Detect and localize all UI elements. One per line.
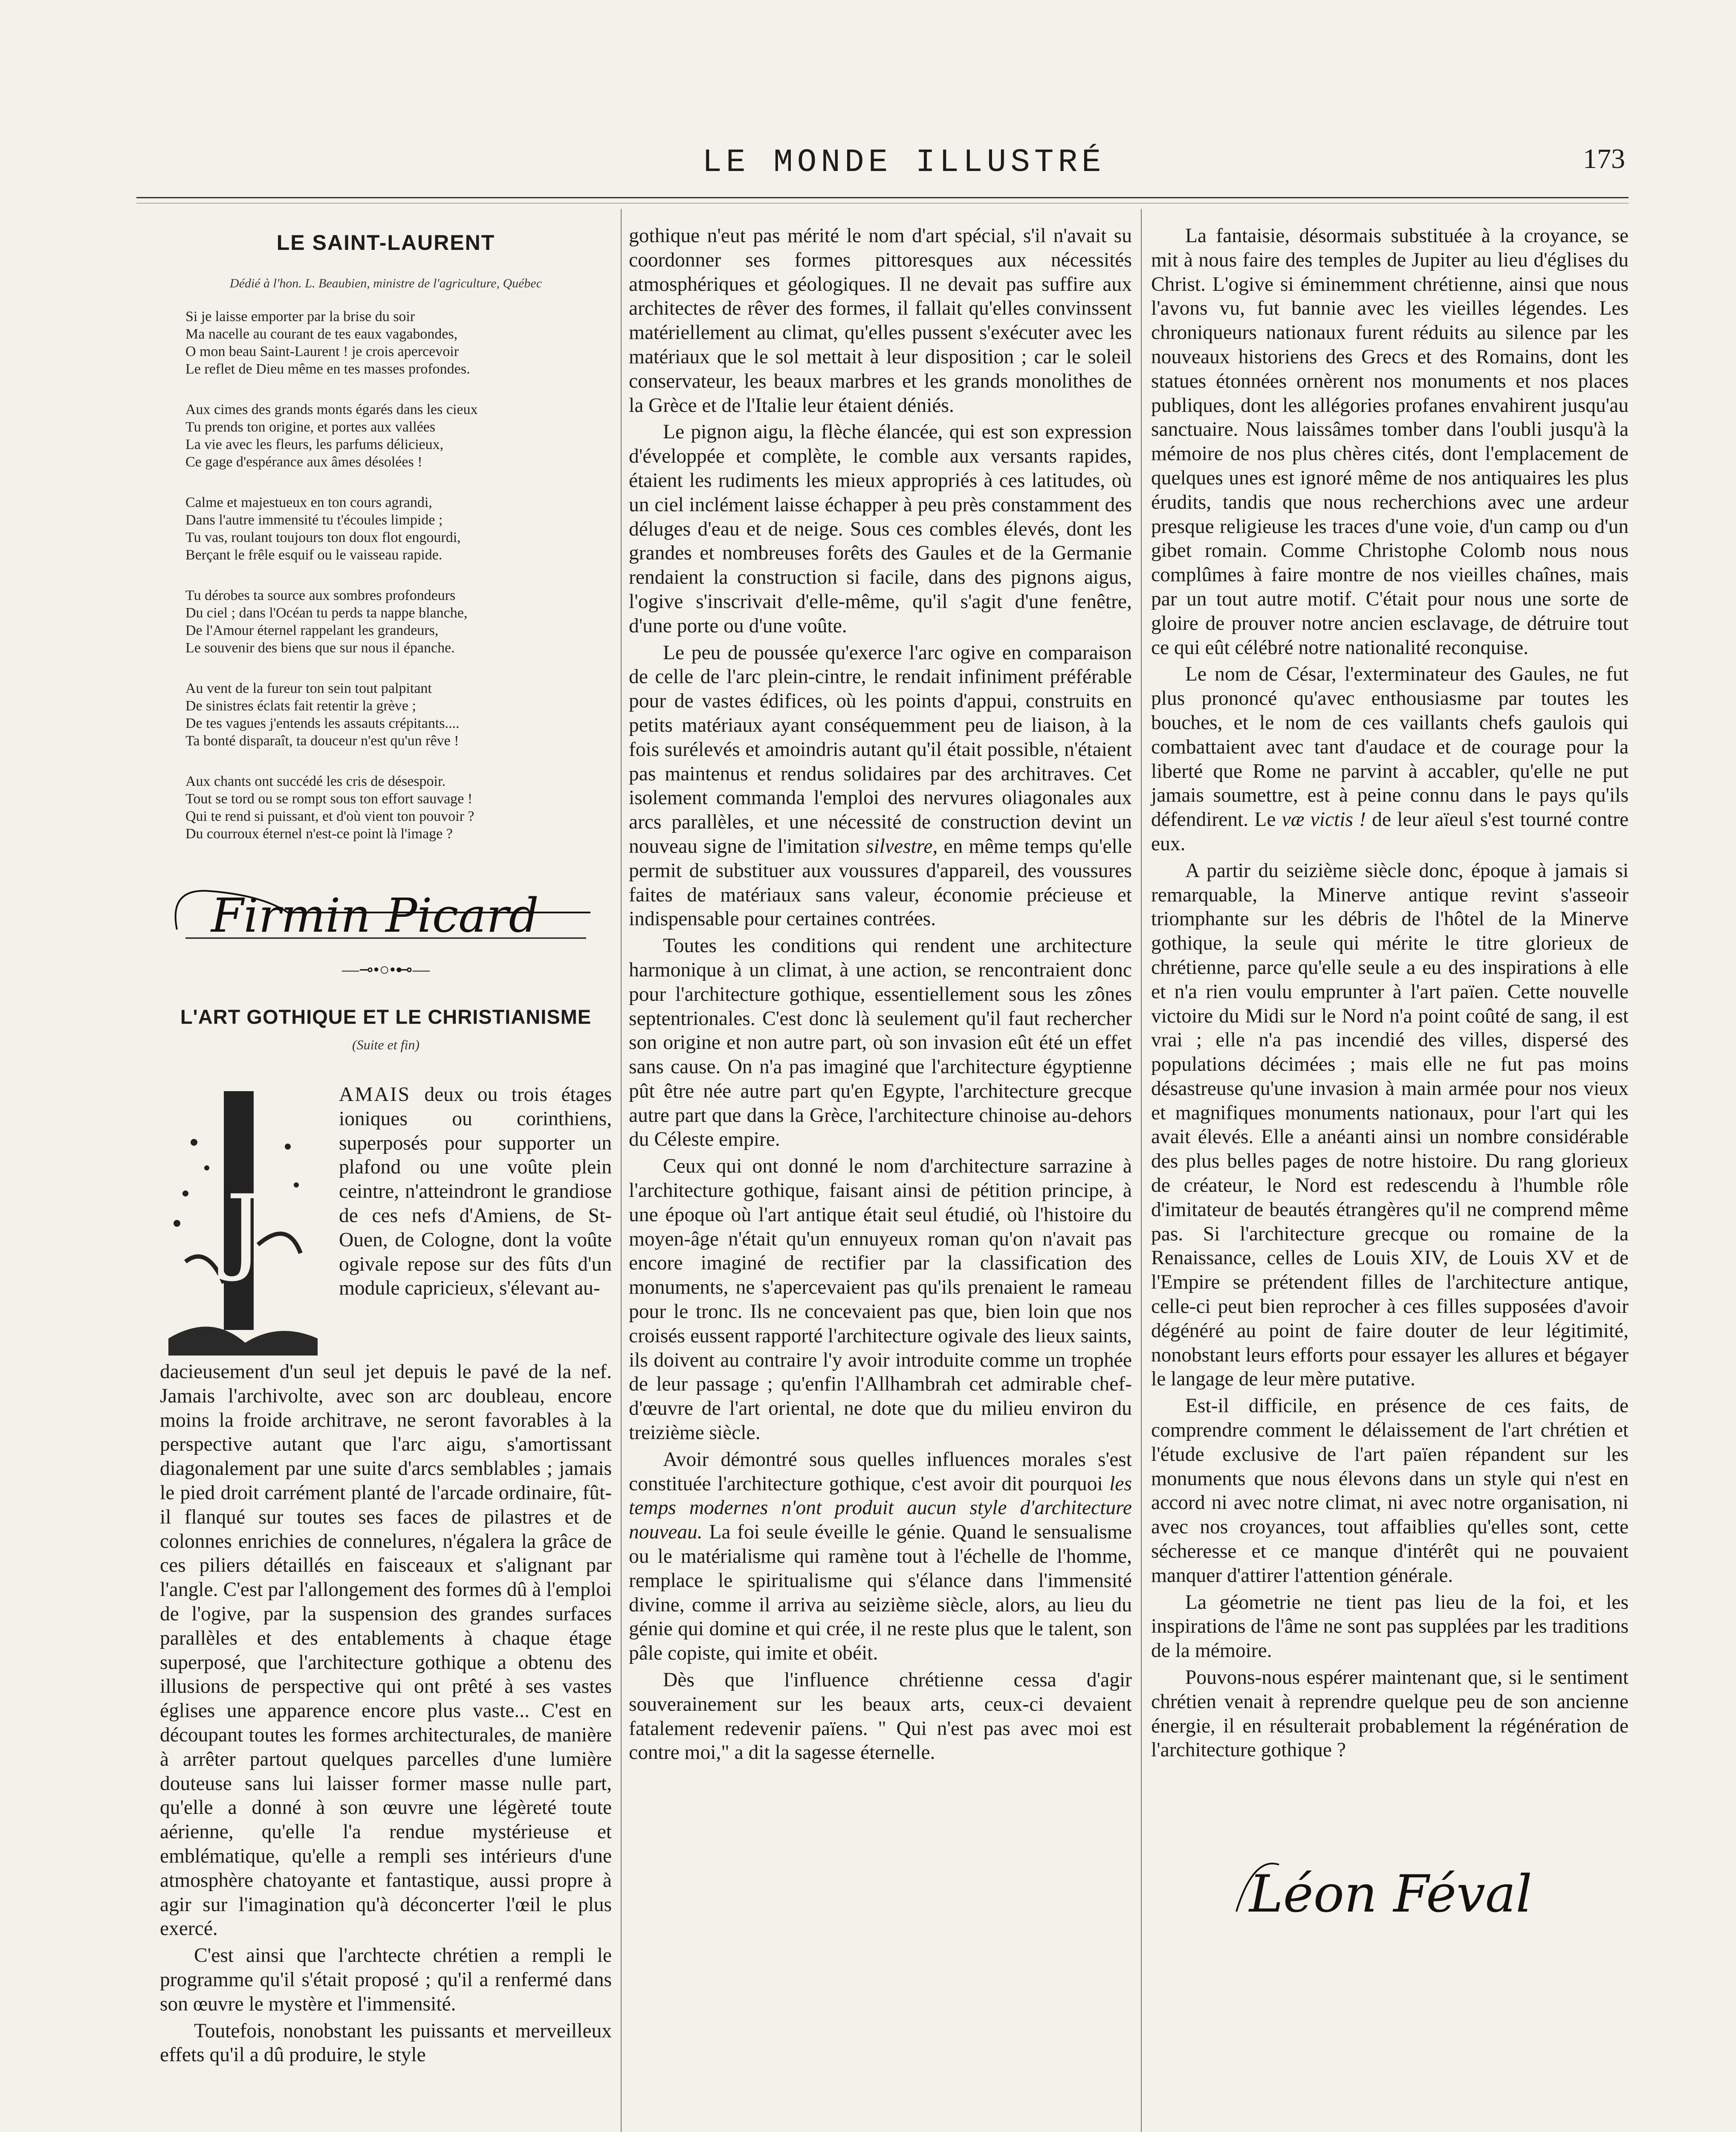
- column-rule-1: [621, 209, 622, 2132]
- poem-line: Tout se tord ou se rompt sous ton effort sauvage !: [185, 791, 473, 807]
- poem-line: Aux cimes des grands monts égarés dans les cieux: [185, 402, 478, 417]
- column-1: [160, 230, 612, 2067]
- poem-line: Tu prends ton origine, et portes aux vallées: [185, 419, 436, 435]
- paragraph: Pouvons-nous espérer maintenant que, si le sentiment chrétien venait à reprendre quelque peu de son ancienne énergie, il en résulterait probablement la régénération de l'architecture gothique ?: [1151, 1666, 1629, 1761]
- paragraph: A partir du seizième siècle donc, époque à jamais si remarquable, la Minerve antique revint s'asseoir triomphante sur les débris de l'hôtel de la Minerve gothique, la seule qui mérite le titre glorieux de chrétienne, parce qu'elle seule a eu des inspirations à elle et n'a rien voulu emprunter à l'art païen. Cette nouvelle victoire du Midi sur le Nord n'a point coûté de sang, il est vrai ; elle n'a pas incendié des villes, dispersé des populations décimées ; mais elle ne fut pas moins désastreuse qu'une invasion à main armée pour nos vieux et magnifiques monuments nationaux, pour l'art qui les avait élevés. Elle a anéanti ainsi un nombre considérable des plus belles pages de notre histoire. Du rang glorieux de créateur, le Nord est redescendu à l'humble rôle d'imitateur de beautés étrangères qu'il ne comprend même pas. Si l'architecture grecque ou romaine de la Renaissance, celles de Louis XIV, de Louis XV et de l'Empire se prétendent filles de l'architecture antique, celle-ci peut bien reprocher à ces filles supposées d'avoir dégénéré au point de faire douter de leur légitimité, nonobstant leurs efforts pour essayer les allures et bégayer le langage de leur mère putative.: [1151, 859, 1629, 1390]
- poem-line: Du courroux éternel n'est-ce point là l'image ?: [185, 826, 453, 842]
- poem-line: De tes vagues j'entends les assauts crépitants....: [185, 715, 460, 731]
- poem-line: Ma nacelle au courant de tes eaux vagabondes,: [185, 326, 458, 342]
- poem-stanza: [185, 587, 612, 657]
- paragraph: gothique n'eut pas mérité le nom d'art spécial, s'il n'avait su coordonner ses formes pittoresques aux nécessités atmosphériques et géologiques. Il ne devait pas suffire aux architectes de rêver des formes, il fallait qu'elles convinssent matériellement au climat, qu'elles pussent s'exécuter avec les matériaux que le sol mettait à leur disposition ; car le soleil conservateur, les beaux marbres et les grands monolithes de la Grèce et de l'Italie leur étaient déniés.: [629, 225, 1132, 417]
- poet-signature: [160, 861, 612, 955]
- poem-line: Le souvenir des biens que sur nous il épanche.: [185, 640, 455, 656]
- poem-line: De sinistres éclats fait retentir la grève ;: [185, 698, 416, 714]
- column-1-text: [160, 1360, 612, 2067]
- poem-line: Dans l'autre immensité tu t'écoules limpide ;: [185, 512, 443, 528]
- column-3: [1151, 224, 1629, 1933]
- poem-line: Berçant le frêle esquif ou le vaisseau rapide.: [185, 547, 443, 563]
- article-subtitle: (Suite et fin): [352, 1037, 420, 1052]
- opening-text: deux ou trois étages ioniques ou corinthiens, superposés pour supporter un plafond ou une voûte plein ceintre, n'atteindront le grandiose de ces nefs d'Amiens, de St-Ouen, de Cologne, dont la voûte ogivale repose sur des fûts d'un module capricieux, s'élevant au-: [339, 1083, 612, 1300]
- paragraph: C'est ainsi que l'archtecte chrétien a rempli le programme qu'il s'était proposé ; qu'il a renfermé dans son œuvre le mystère et l'immensité.: [160, 1944, 612, 2015]
- poem-line: O mon beau Saint-Laurent ! je crois apercevoir: [185, 344, 459, 359]
- poet-signature-scrawl: [160, 861, 612, 955]
- paragraph: Toutes les conditions qui rendent une architecture harmonique à un climat, à une action, se rencontraient donc pour l'architecture gothique, essentiellement sous les zônes septentrionales. C'est donc là seulement qu'il faut rechercher son origine et non autre part, où son invasion eût été un effet sans cause. On n'a pas imaginé que l'architecture égyptienne pût être née autre part qu'en Egypte, l'architecture grecque autre part que dans la Grèce, l'architecture chinoise au-dehors du Céleste empire.: [629, 935, 1132, 1151]
- poem-stanza: [185, 494, 612, 564]
- poem-line: De l'Amour éternel rappelant les grandeurs,: [185, 623, 439, 638]
- poem-line: Au vent de la fureur ton sein tout palpitant: [185, 681, 432, 696]
- paragraph: Toutefois, nonobstant les puissants et merveilleux effets qu'il a dû produire, le style: [160, 2019, 612, 2066]
- opening-first-word: AMAIS: [339, 1083, 411, 1106]
- poem-line: Du ciel ; dans l'Océan tu perds ta nappe blanche,: [185, 605, 468, 621]
- paragraph: Le nom de César, l'exterminateur des Gaules, ne fut plus prononcé qu'avec enthousiasme par toutes les bouches, et le nom de ces vaillants chefs gaulois qui combattaient avec tant d'audace et de courage pour la liberté que Rome ne parvint à accabler, qu'elle ne put jamais soumettre, est à peine connu dans le pays qu'ils défendirent. Le væ victis ! de leur aïeul s'est tourné contre eux.: [1151, 663, 1629, 855]
- paragraph: Ceux qui ont donné le nom d'architecture sarrazine à l'architecture gothique, faisant ainsi de pétition principe, à une époque où l'art antique était seul étudié, où l'histoire du moyen-âge n'était qu'un ennuyeux roman qu'on n'avait pas encore imaginé de rectifier par la classification des monuments, ne s'apercevaient pas qu'ils prenaient le rameau pour le tronc. Ils ne concevaient pas que, bien loin que nos croisés eussent rapporté l'architecture ogivale des lieux saints, ils doivent au contraire l'y avoir introduite comme un trophée de leur passage ; qu'enfin l'Allhambrah cet admirable chef-d'œuvre de l'art oriental, ne dote que du milieu environ du treizième siècle.: [629, 1155, 1132, 1444]
- paragraph: La géometrie ne tient pas lieu de la foi, et les inspirations de l'âme ne sont pas supplées par les traditions de la mémoire.: [1151, 1591, 1629, 1662]
- poem-stanza: [185, 680, 612, 750]
- running-header-title: LE MONDE ILLUSTRÉ: [702, 144, 1105, 181]
- poem-line: Tu vas, roulant toujours ton doux flot engourdi,: [185, 530, 461, 545]
- poem-stanza: [185, 773, 612, 843]
- paragraph: Avoir démontré sous quelles influences morales s'est constituée l'architecture gothique, c'est avoir dit pourquoi les temps modernes n'ont produit aucun style d'architecture nouveau. La foi seule éveille le génie. Quand le sensualisme ou le matérialisme qui ramène tout à l'échelle de l'homme, remplace le spiritualisme qui s'élance dans l'immensité divine, comme il arriva au seizième siècle, alors, au lieu du génie qui domine et qui crée, il ne reste plus que le talent, son pâle copiste, qui imite et obéit.: [629, 1448, 1132, 1665]
- column-rule-2: [1141, 209, 1142, 2132]
- poem-dedication: Dédié à l'hon. L. Beaubien, ministre de l'agriculture, Québec: [229, 276, 542, 290]
- section-ornament: —⊸•○•⊷—: [342, 960, 430, 979]
- paragraph: Le pignon aigu, la flèche élancée, qui est son expression d'éveloppée et complète, le comble aux versants rapides, étaient les rudiments les mieux appropriés à ces latitudes, où un ciel inclément laisse échapper à peu près constamment des déluges d'eau et de neige. Sous ces combles élevés, dont les grandes et nombreuses forêts des Gaules et de la Germanie rendaient la construction si facile, dans des pignons aigus, l'ogive s'inscrivait d'elle-même, qu'il s'agit d'une fenêtre, d'une porte ou d'une voûte.: [629, 421, 1132, 637]
- header-rule: [136, 197, 1629, 198]
- page-number: 173: [1583, 143, 1625, 174]
- poem-stanza: [185, 401, 612, 471]
- poet-signature-text: Firmin Picard: [211, 888, 539, 943]
- illustrated-opening: [160, 1083, 612, 1360]
- article-title: L'ART GOTHIQUE ET LE CHRISTIANISME: [180, 1005, 592, 1028]
- poem-line: Le reflet de Dieu même en tes masses profondes.: [185, 361, 470, 377]
- poem-line: Ce gage d'espérance aux âmes désolées !: [185, 454, 422, 470]
- poem-line: Si je laisse emporter par la brise du soir: [185, 309, 415, 324]
- poem-line: Tu dérobes ta source aux sombres profondeurs: [185, 588, 456, 603]
- paragraph: Le peu de poussée qu'exerce l'arc ogive en comparaison de celle de l'arc plein-cintre, le rendait infiniment préférable pour de vastes édifices, où les points d'appui, construits en petits matériaux ayant conséquemment peu de liaison, à la fois surélevés et amoindris autant qu'il était possible, n'étaient pas maintenus et rendus solidaires par des architraves. Cet isolement commanda l'emploi des nervures oliagonales aux arcs parallèles, et une nécessité de construction devint un nouveau signe de l'imitation silvestre, en même temps qu'elle permit de substituer aux voussures d'appareil, des voussures faites de matériaux sans valeur, économie précieuse et indispensable pour certaines contrées.: [629, 641, 1132, 930]
- dropcap-letter: J: [226, 1175, 264, 1284]
- author-signature: [1151, 1839, 1629, 1933]
- paragraph: Dès que l'influence chrétienne cessa d'agir souverainement sur les beaux arts, ceux-ci devaient fatalement redevenir païens. " Qui n'est pas avec moi est contre moi," a dit la sagesse éternelle.: [629, 1669, 1132, 1764]
- poem-line: Ta bonté disparaît, ta douceur n'est qu'un rêve !: [185, 733, 459, 749]
- author-signature-text: Léon Féval: [1249, 1865, 1532, 1924]
- poem-line: Qui te rend si puissant, et d'où vient ton pouvoir ?: [185, 808, 475, 824]
- poem-line: Calme et majestueux en ton cours agrandi,: [185, 495, 432, 510]
- poem-stanza: [185, 308, 612, 378]
- poem-title: LE SAINT-LAURENT: [276, 231, 495, 255]
- paragraph: dacieusement d'un seul jet depuis le pavé de la nef. Jamais l'archivolte, avec son arc doubleau, encore moins la froide architrave, ne seront favorables à la perspective autant que l'arc aigu, s'amortissant diagonalement par une suite d'arcs semblables ; jamais le pied droit carrément planté de l'arcade ordinaire, fût-il flanqué sur toutes ses faces de pilastres et de colonnes enrichies de connelures, n'égalera la grâce de ces piliers détaillés en faisceaux et s'alignant par l'angle. C'est par l'allongement des formes dû à l'emploi de l'ogive, par la suspension des grandes surfaces parallèles et des entablements à chaque étage superposé, que l'architecture gothique a obtenu des illusions de perspective qui ont prêté à ses vastes églises une apparence encore plus vaste... C'est en découpant toutes les formes architecturales, de manière à arrêter partout quelques parcelles d'une lumière douteuse sans lui laisser former masse nulle part, qu'elle a donné à son œuvre une légèreté toute aérienne, qu'elle l'a rendue mystérieuse et emblématique, qu'elle a rempli ses intérieurs d'une atmosphère chatoyante et fantastique, aussi propre à agir sur l'imagination qu'à déconcerter l'œil le plus exercé.: [160, 1361, 612, 1940]
- paragraph: Est-il difficile, en présence de ces faits, de comprendre comment le délaissement de l'art chrétien et l'étude exclusive de l'art païen répandent sur les monuments que nous élevons dans un style qui n'est en accord ni avec notre climat, ni avec notre organisation, ni avec nos croyances, tout affaiblies qu'elles sont, cette sécheresse et ce manque d'intérêt qui ne pouvaient manquer d'attirer l'attention générale.: [1151, 1395, 1629, 1587]
- engraving-illustration: [160, 1083, 326, 1360]
- poem-line: Aux chants ont succédé les cris de désespoir.: [185, 773, 446, 789]
- opening-text-beside-image: [339, 1083, 612, 1301]
- paragraph: La fantaisie, désormais substituée à la croyance, se mit à nous faire des temples de Jupiter au lieu d'églises du Christ. L'ogive si éminemment chrétienne, ainsi que nous l'avons vu, fut bannie avec les vieilles légendes. Les chroniqueurs nationaux furent réduits au silence par les nouveaux historiens des Grecs et des Romains, dont les statues étonnées ornèrent nos monuments et nos places publiques, dont les allégories profanes envahirent jusqu'au sanctuaire. Nous laissâmes tomber dans l'oubli jusqu'à la mémoire de nos plus chères cités, dont l'emplacement de quelques unes est ignoré même de nos antiquaires les plus érudits, tandis que nous recherchions avec une ardeur presque religieuse les traces d'une voie, d'un camp ou d'un gibet romain. Comme Christophe Colomb nous nous complûmes à faire montre de nos vieilles chaînes, mais par un tout autre motif. C'était pour nous une sorte de gloire de prouver notre ancien esclavage, de détruire tout ce qui eût célébré notre nationalité reconquise.: [1151, 225, 1629, 659]
- poem-body: [160, 308, 612, 843]
- poem-line: La vie avec les fleurs, les parfums délicieux,: [185, 437, 444, 452]
- column-2: [629, 224, 1132, 1765]
